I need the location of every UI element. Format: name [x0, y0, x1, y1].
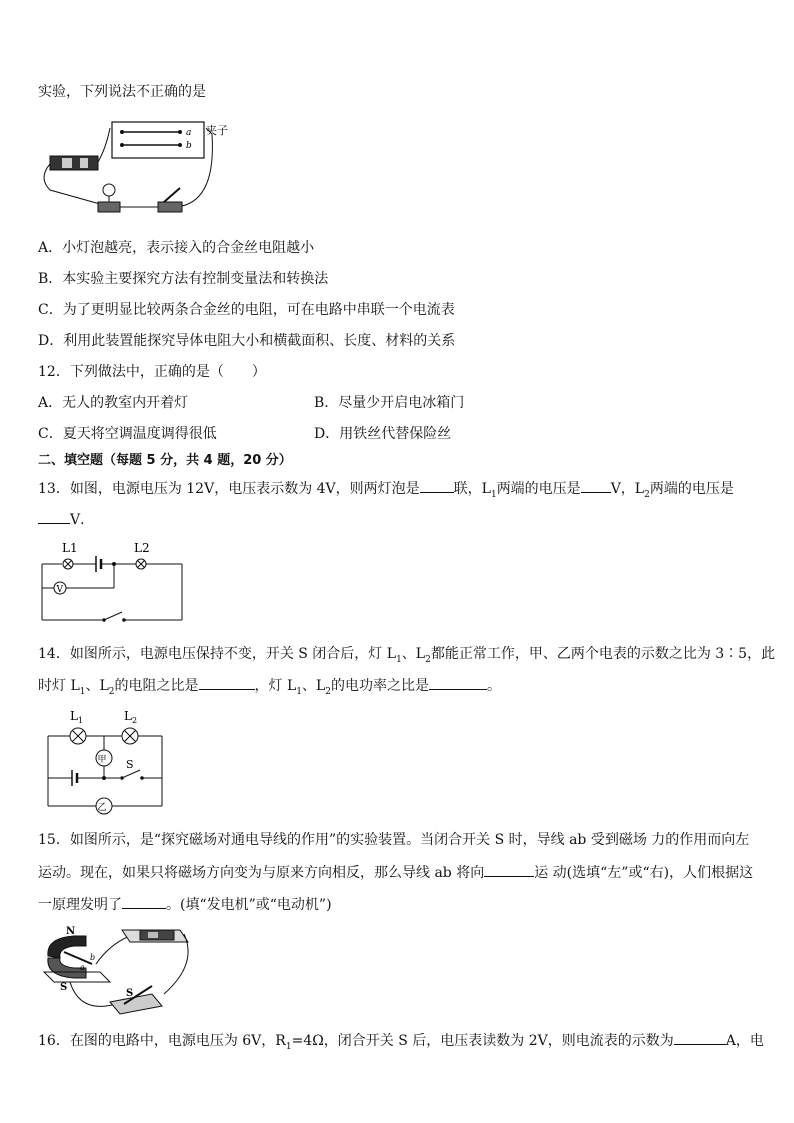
section-fill-in-heading: 二、填空题（每题 5 分，共 4 题，20 分）: [38, 453, 292, 468]
label-meter-yi: 乙: [97, 803, 107, 813]
q16-line1: 16．在图的电路中，电源电压为 6V，$R_1=4\Omega$，闭合开关 S 后，电压表读数为 2V，则电流表的示数为 A，电: [38, 1030, 764, 1057]
q12-stem: 12．下列做法中，正确的是（ ）: [38, 364, 266, 380]
q15-line1: 15．如图所示，是“探究磁场对通电导线的作用”的实验装置。当闭合开关 S 时，导线 ab 受到磁场 力的作用而向左: [38, 832, 750, 848]
answer-blank: [420, 478, 454, 493]
label-switch-S: S: [126, 988, 134, 999]
label-a: a: [80, 963, 85, 972]
label-b: b: [90, 953, 96, 962]
figure-alloy-wire-circuit: [40, 118, 250, 218]
q11-option-d: D．利用此装置能探究导体电阻大小和横截面积、长度、材料的关系: [38, 333, 456, 349]
answer-blank: [674, 1030, 726, 1045]
label-magnet-S: S: [60, 982, 68, 993]
label-L1: L1: [62, 541, 78, 555]
label-L2: $L_2$: [124, 709, 138, 725]
q12-option-b: B．尽量少开启电冰箱门: [314, 395, 465, 411]
answer-blank: [122, 894, 166, 909]
q12-option-d: D．用铁丝代替保险丝: [314, 426, 452, 442]
answer-blank: [484, 862, 534, 877]
figure-q13-circuit: [40, 540, 190, 624]
q11-option-b: B．本实验主要探究方法有控制变量法和转换法: [38, 271, 329, 287]
answer-blank: [199, 675, 255, 690]
answer-blank: [581, 478, 611, 493]
q14-line1: 14．如图所示，电源电压保持不变，开关 S 闭合后，灯 $L_1$、$L_2$都能正常工作，甲、乙两个电表的示数之比为 3∶5，此: [38, 646, 776, 665]
figure-q14-circuit: [44, 708, 168, 812]
q13-line1: 13．如图，电源电压为 12V，电压表示数为 4V，则两灯泡是 联，$L_1$两端的电压是 V，$L_2$两端的电压是: [38, 478, 734, 505]
q14-line2: 时灯 $L_1$、$L_2$的电阻之比是 ，灯 $L_1$、$L_2$的电功率之比是 。: [38, 675, 501, 702]
label-L2: L2: [134, 541, 150, 555]
q12-option-c: C．夏天将空调温度调得很低: [38, 426, 217, 442]
q11-option-a: A．小灯泡越亮，表示接入的合金丝电阻越小: [38, 240, 315, 256]
label-N: N: [66, 926, 76, 937]
label-a: a: [186, 128, 192, 138]
q11-option-c: C．为了更明显比较两条合金丝的电阻，可在电路中串联一个电流表: [38, 302, 455, 318]
label-clip: 夹子: [206, 124, 228, 137]
label-b: b: [186, 141, 192, 151]
q15-line2: 运动。现在，如果只将磁场方向变为与原来方向相反，那么导线 ab 将向 运 动(选填“左”或“右)，人们根据这: [38, 862, 753, 883]
label-switch-S: S: [126, 758, 134, 771]
question-11-stem-tail: 实验，下列说法不正确的是: [38, 84, 206, 100]
label-L1: $L_1$: [70, 709, 84, 725]
answer-blank: [38, 509, 70, 524]
q15-line3: 一原理发明了 。(填“发电机”或“电动机”): [38, 894, 332, 915]
label-voltmeter: V: [56, 585, 63, 595]
q13-line2: V．: [38, 509, 94, 530]
figure-q15-apparatus: [40, 924, 200, 1020]
q12-option-a: A．无人的教室内开着灯: [38, 395, 189, 411]
label-meter-jia: 甲: [97, 755, 107, 765]
answer-blank: [429, 675, 487, 690]
